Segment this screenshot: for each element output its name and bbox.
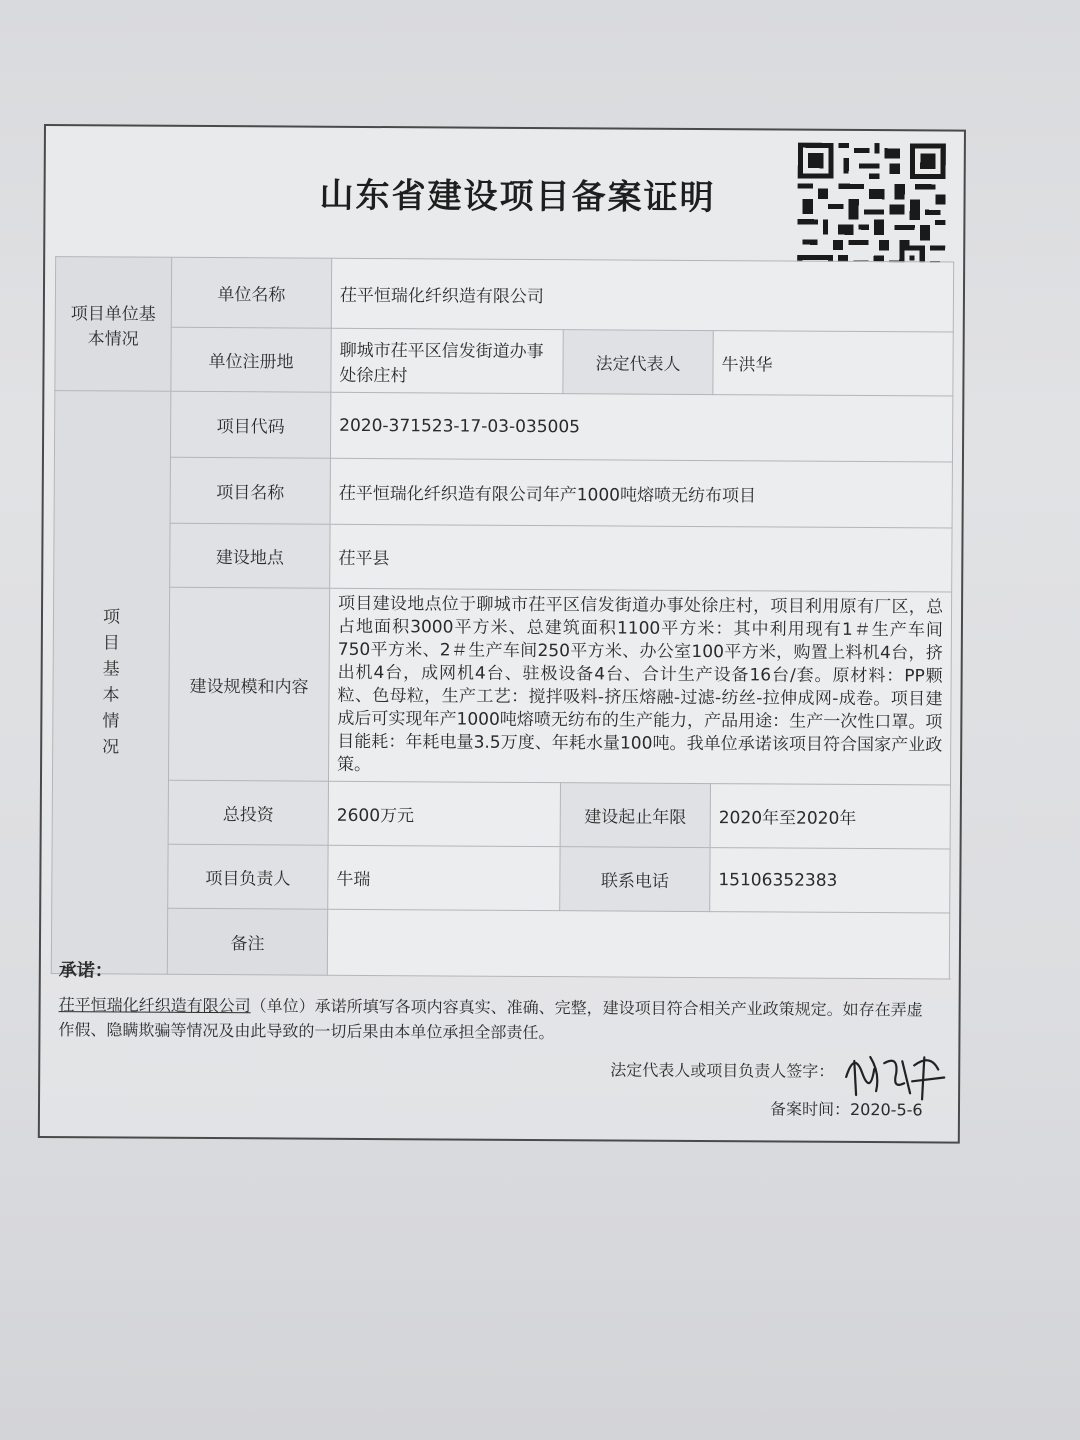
section-unit-basic: 项目单位基本情况 bbox=[55, 257, 172, 392]
label-project-code: 项目代码 bbox=[170, 391, 330, 458]
label-project-leader: 项目负责人 bbox=[168, 844, 328, 909]
value-location: 茌平县 bbox=[330, 524, 952, 592]
section-char: 本 bbox=[102, 685, 120, 706]
value-unit-reg-address: 聊城市茌平区信发街道办事处徐庄村 bbox=[331, 328, 563, 393]
value-project-code: 2020-371523-17-03-035005 bbox=[330, 392, 952, 462]
label-legal-rep: 法定代表人 bbox=[563, 330, 713, 395]
value-project-name: 茌平恒瑞化纤织造有限公司年产1000吨熔喷无纺布项目 bbox=[330, 458, 952, 528]
section-char: 目 bbox=[102, 633, 120, 654]
promise-heading: 承诺： bbox=[58, 960, 113, 982]
label-period: 建设起止年限 bbox=[560, 783, 710, 848]
handwritten-signature bbox=[840, 1043, 950, 1104]
label-total-investment: 总投资 bbox=[168, 780, 328, 845]
value-period: 2020年至2020年 bbox=[710, 784, 950, 849]
section-char: 项 bbox=[102, 607, 121, 628]
label-project-name: 项目名称 bbox=[170, 457, 330, 524]
record-certificate bbox=[38, 124, 966, 1144]
section-project-basic bbox=[51, 391, 171, 975]
section-remarks: 备注 bbox=[167, 908, 327, 975]
value-project-leader: 牛瑞 bbox=[328, 845, 560, 910]
promise-company: 茌平恒瑞化纤织造有限公司 bbox=[58, 995, 251, 1016]
section-char: 基 bbox=[102, 659, 120, 680]
promise-text bbox=[58, 992, 930, 1047]
label-location: 建设地点 bbox=[170, 523, 330, 588]
document-title: 山东省建设项目备案证明 bbox=[319, 175, 716, 219]
promise-body: （单位）承诺所填写各项内容真实、准确、完整，建设项目符合相关产业政策规定。如存在弄虚作假、隐瞒欺骗等情况及由此导致的一切后果由本单位承担全部责任。 bbox=[58, 996, 923, 1043]
label-scale-content: 建设规模和内容 bbox=[168, 587, 329, 781]
section-char: 况 bbox=[102, 737, 120, 758]
value-remarks bbox=[327, 909, 949, 979]
value-scale-content: 项目建设地点位于聊城市茌平区信发街道办事处徐庄村，项目利用原有厂区，总占地面积3000平方米、总建筑面积1100平方米：其中利用现有1＃生产车间750平方米、2＃生产车间250平方米、办公室100平方米，购置上料机4台，挤出机4台，成网机4台、驻极设备4台、合计生产设备16台/套。原材料：PP颗粒、色母粒，生产工艺：搅拌吸料-挤压熔融-过滤-纺丝-拉伸成网-成卷。项目建成后可实现年产1000吨熔喷无纺布的生产能力，产品用途：生产一次性口罩。项目能耗：年耗电量3.5万度、年耗水量100吨。我单位承诺该项目符合国家产业政策。 bbox=[328, 588, 951, 785]
value-phone: 15106352383 bbox=[710, 848, 950, 913]
value-total-investment: 2600万元 bbox=[328, 781, 560, 846]
label-phone: 联系电话 bbox=[560, 847, 710, 912]
value-unit-name: 茌平恒瑞化纤织造有限公司 bbox=[331, 258, 953, 332]
value-legal-rep: 牛洪华 bbox=[713, 331, 953, 396]
record-table bbox=[51, 256, 954, 979]
record-date: 备案时间：2020-5-6 bbox=[769, 1099, 923, 1120]
label-unit-name: 单位名称 bbox=[171, 257, 331, 328]
label-unit-reg-address: 单位注册地 bbox=[171, 327, 331, 392]
section-char: 情 bbox=[102, 711, 120, 732]
signature-label: 法定代表人或项目负责人签字： bbox=[610, 1060, 835, 1081]
